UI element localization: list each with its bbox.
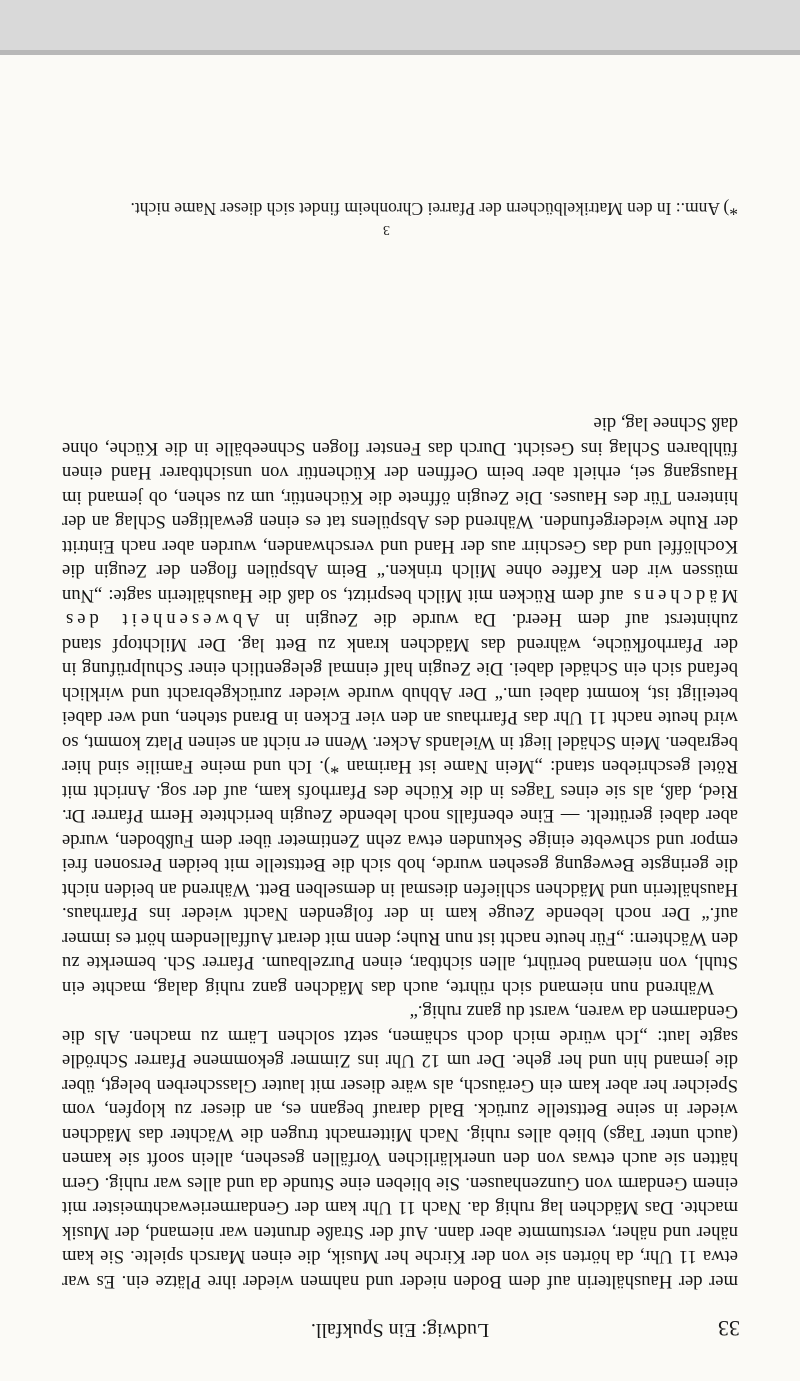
divider <box>0 50 800 55</box>
paragraph: mer der Haushälterin auf dem Boden nieder und nahmen wieder ihre Plätze ein. Es war etwa 11 Uhr, da hörten sie von der Kirche her Musik, die einen Marsch spielte. Sie kam näher und näher, verstummte aber dann. Auf der Straße drunten war niemand, der Musik machte. Das Mädchen lag ruhig da. Nach 11 Uhr kam der Gendarmeriewachtmeister mit einem Gendarm von Gunzenhausen. Sie blieben eine Stunde da und alles war ruhig. Gern hätten sie auch etwas von den unerklärlichen Vorfällen gesehen, allein sooft sie kamen (auch unter Tags) blieb alles ruhig. Nach Mitternacht trugen die Wächter das Mädchen wieder in seine Bettstelle zurück. Bald darauf begann es, an dieser zu klopfen, vom Speicher her aber kam ein Geräusch, als wäre dieser mit lauter Glasscherben belegt, über die jemand hin und her gehe. Der um 12 Uhr ins Zimmer gekommene Pfarrer Schrödle sagte laut: „Ich würde mich doch schämen, setzt solchen Lärm zu machen. Als die Gendarmen da waren, warst du ganz ruhig.“ <box>62 1001 738 1292</box>
book-page <box>0 55 800 1381</box>
page-number: 33 <box>718 1316 740 1341</box>
running-title: Ludwig: Ein Spukfall. <box>310 1319 490 1341</box>
body-text <box>62 411 738 1293</box>
library-banner <box>0 0 800 50</box>
paragraph <box>62 411 738 999</box>
text-run: auf dem Rücken mit Milch bespritzt, so daß die Haushälterin sagte: „Nun müssen wir den Kaffee ohne Milch trinken.“ Beim Abspülen flogen der Zeugin die Kochlöffel und das Geschirr aus der Hand und verschwanden, wurden aber nach Eintritt der Ruhe wiedergefunden. Während des Abspülens tat es einen gewaltigen Schlag an der hinteren Tür des Hauses. Die Zeugin öffnete die Küchentür, um zu sehen, ob jemand im Hausgang sei, erhielt aber beim Oeffnen der Küchentür von unsichtbarer Hand einen fühlbaren Schlag ins Gesicht. Durch das Fenster flogen Schneebälle in die Küche, ohne daß Schnee lag, die <box>62 413 738 606</box>
footnote <box>62 197 738 237</box>
signature-number: 3 <box>383 222 390 237</box>
text-run: Während nun niemand sich rührte, auch das Mädchen ganz ruhig dalag, machte ein Stuhl, von niemand berührt, allen sichtbar, einen Purzelbaum. Pfarrer Sch. bemerkte zu den Wächtern: „Für heute nacht ist nun Ruhe; denn mit derart Auffallendem hört es immer auf.“ Der noch lebende Zeuge kam in der folgenden Nacht wieder ins Pfarrhaus. Haushälterin und Mädchen schliefen diesmal in demselben Bett. Während an beiden nicht die geringste Bewegung gesehen wurde, hob sich die Bettstelle mit beiden Personen frei empor und schwebte einige Sekunden etwa zehn Zentimeter über dem Fußboden, wurde aber dabei gerüttelt. — Eine ebenfalls noch lebende Zeugin berichtete Herrn Pfarrer Dr. Ried, daß, als sie eines Tages in die Küche des Pfarrhofs kam, auf der sog. Anricht mit Rötel geschrieben stand: „Mein Name ist Hariman *). Ich und meine Familie sind hier begraben. Mein Schädel liegt in Wielands Acker. Wenn er nicht an seinen Platz kommt, so wird heute nacht 11 Uhr das Pfarrhaus an den vier Ecken in Brand stehen, und wer dabei beteiligt ist, kommt dabei um.“ Der Abhub wurde wieder zurückgebracht und wirklich befand sich ein Schädel dabei. Die Zeugin half einmal gelegentlich einer Schulprüfung in der Pfarrhofküche, während das Mädchen krank zu Bett lag. Der Milchtopf stand zuhinterst auf dem Heerd. Da wurde die Zeugin in <box>62 609 738 998</box>
footnote-text: *) Anm.: In den Matrikelbüchern der Pfarrei Chronheim findet sich dieser Name nicht. <box>130 199 738 219</box>
spaced-text: Abwesenheit des Mädchens <box>62 585 738 631</box>
page-header <box>60 1301 740 1341</box>
